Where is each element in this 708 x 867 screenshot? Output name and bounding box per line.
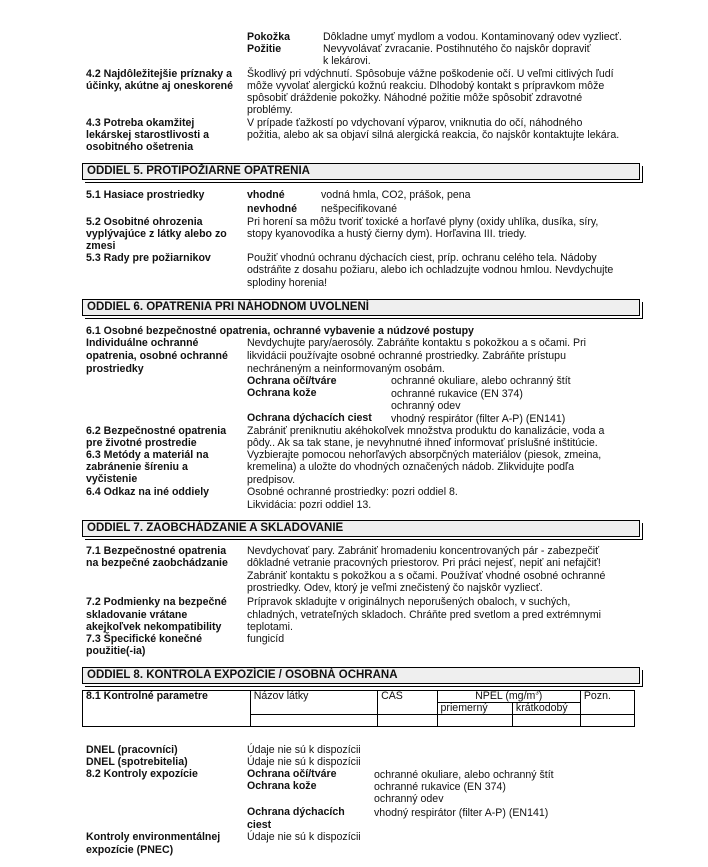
skin-protection-value-1: ochranné rukavice (EN 374) <box>391 388 523 400</box>
section-6-header: ODDIEL 6. OPATRENIA PRI NÁHODNOM UVOLNENÍ <box>82 299 640 316</box>
col-substance-name: Názov látky <box>250 691 377 715</box>
control-parameters-table <box>82 690 635 727</box>
item-7-1-label-1: 7.1 Bezpečnostné opatrenia <box>86 545 227 557</box>
item-5-3-text-2: odstráňte z dosahu požiaru, alebo ich ochladzujte vodnou hmlou. Nevdychujte <box>247 264 614 276</box>
col-npel <box>437 691 580 703</box>
section-7-header: ODDIEL 7. ZAOBCHÁDZANIE A SKLADOVANIE <box>82 520 640 537</box>
dnel-workers-label: DNEL (pracovníci) <box>86 744 178 756</box>
cell-note <box>580 715 634 727</box>
first-aid-ingestion-text-2: k lekárovi. <box>323 55 371 67</box>
exp-eye-label: Ochrana očí/tváre <box>247 768 337 780</box>
item-7-2-text-3: teplotami. <box>247 621 293 633</box>
item-4-3-label-2: lekárskej starostlivosti a <box>86 129 210 141</box>
table-header-row <box>83 691 635 703</box>
env-label-2: expozície (PNEC) <box>86 844 174 856</box>
individual-text-3: nechráneným a neinformovaným osobám. <box>247 363 445 375</box>
item-4-3-label-3: osobitného ošetrenia <box>86 141 194 153</box>
skin-protection-value-2: ochranný odev <box>391 400 461 412</box>
dnel-consumers-label: DNEL (spotrebitelia) <box>86 756 188 768</box>
item-8-2-label: 8.2 Kontroly expozície <box>86 768 198 780</box>
item-6-2-label-2: pre životné prostredie <box>86 437 197 449</box>
first-aid-ingestion-label: Požitie <box>247 43 282 55</box>
col-average: priemerný <box>437 703 512 715</box>
individual-label-1: Individuálne ochranné <box>86 337 199 349</box>
individual-label-2: opatrenia, osobné ochranné <box>86 350 228 362</box>
item-7-2-label-2: skladovanie vrátane <box>86 609 188 621</box>
exp-skin-label: Ochrana kože <box>247 780 317 792</box>
exp-skin-value-1: ochranné rukavice (EN 374) <box>374 781 506 793</box>
item-4-2-text-3: spôsobiť dráždenie pokožky. Náhodné požitie môže spôsobiť zdravotné <box>247 92 583 104</box>
item-6-2-label-1: 6.2 Bezpečnostné opatrenia <box>86 425 227 437</box>
item-6-4-text-2: Likvidácia: pozri oddiel 13. <box>247 499 372 511</box>
item-6-2-text-2: pôdy.. Ak sa tak stane, je nevyhnutné ihneď informovať príslušné inštitúcie. <box>247 437 598 449</box>
exp-resp-label-2: ciest <box>247 819 272 831</box>
eye-protection-value: ochranné okuliare, alebo ochranný štít <box>391 375 571 387</box>
item-7-2-label-1: 7.2 Podmienky na bezpečné <box>86 596 227 608</box>
item-7-1-label-2: na bezpečné zaobchádzanie <box>86 557 228 569</box>
npel-label-end: ) <box>538 690 543 702</box>
item-7-3-label-1: 7.3 Špecifické konečné <box>86 633 203 645</box>
npel-superscript: 3 <box>535 690 539 697</box>
item-4-3-label-1: 4.3 Potreba okamžitej <box>86 117 195 129</box>
exp-eye-value: ochranné okuliare, alebo ochranný štít <box>374 769 554 781</box>
item-6-3-text-1: Vyzbierajte pomocou nehorľavých absorpčných materiálov (piesok, zmeina, <box>247 449 602 461</box>
item-7-2-text-2: chladných, vetrateľných skladoch. Chráňte pred svetlom a pred extrémnymi <box>247 609 602 621</box>
item-4-2-text-4: problémy. <box>247 104 293 116</box>
individual-text-1: Nevdychujte pary/aerosóly. Zabráňte kontaktu s pokožkou a s očami. Pri <box>247 337 586 349</box>
item-4-2-text-1: Škodlivý pri vdýchnutí. Spôsobuje vážne poškodenie očí. U veľmi citlivých ľudí <box>247 68 614 80</box>
unsuitable-label: nevhodné <box>247 203 298 215</box>
suitable-label: vhodné <box>247 189 285 201</box>
item-6-3-label-1: 6.3 Metódy a materiál na <box>86 449 209 461</box>
unsuitable-value: nešpecifikované <box>321 203 397 215</box>
cell-cas <box>378 715 437 727</box>
cell-substance <box>250 715 377 727</box>
npel-label: NPEL (mg/m <box>475 690 536 702</box>
item-5-3-text-1: Použiť vhodnú ochranu dýchacích ciest, príp. ochranu celého tela. Nádoby <box>247 252 597 264</box>
row-label-control-parameters: 8.1 Kontrolné parametre <box>83 691 251 727</box>
item-4-3-text-2: požitia, alebo ak sa objaví silná alergická reakcia, čo najskôr kontaktujte lekára. <box>247 129 620 141</box>
first-aid-skin-label: Pokožka <box>247 31 290 43</box>
section-5-header: ODDIEL 5. PROTIPOŽIARNE OPATRENIA <box>82 163 640 180</box>
item-5-2-label-3: zmesi <box>86 240 116 252</box>
individual-label-3: prostriedky <box>86 363 144 375</box>
respiratory-protection-value: vhodný respirátor (filter A-P) (EN141) <box>391 413 566 425</box>
item-6-3-text-2: kremelina) a uložte do vhodných označených nádob. Zlikvidujte podľa <box>247 461 574 473</box>
exp-resp-value: vhodný respirátor (filter A-P) (EN141) <box>374 807 549 819</box>
col-cas: CAS <box>378 691 437 715</box>
item-7-2-text-1: Prípravok skladujte v originálnych neporušených obaloch, v suchých, <box>247 596 571 608</box>
item-6-4-label: 6.4 Odkaz na iné oddiely <box>86 486 210 498</box>
item-7-3-label-2: použitie(-ia) <box>86 645 146 657</box>
item-6-3-label-3: vyčistenie <box>86 473 138 485</box>
item-5-3-text-3: splodiny horenia! <box>247 277 328 289</box>
cell-short-term <box>512 715 580 727</box>
item-6-3-label-2: zabránenie šíreniu a <box>86 461 188 473</box>
item-4-2-label-1: 4.2 Najdôležitejšie príznaky a <box>86 68 233 80</box>
item-4-2-label-2: účinky, akútne aj oneskorené <box>86 80 233 92</box>
individual-text-2: likvidácii používajte osobné ochranné prostriedky. Zabráňte prístupu <box>247 350 566 362</box>
item-7-3-value: fungicíd <box>247 633 285 645</box>
item-7-1-text-3: Zabrániť kontaktu s pokožkou a s očami. Používať vhodné osobné ochranné <box>247 570 606 582</box>
item-5-2-text-1: Pri horení sa môžu tvoriť toxické a horľavé plyny (oxidy uhlíka, dusíka, síry, <box>247 216 599 228</box>
item-7-2-label-3: akejkoľvek nekompatibility <box>86 621 222 633</box>
item-6-2-text-1: Zabrániť preniknutiu akéhokoľvek množstva produktu do kanalizácie, voda a <box>247 425 605 437</box>
cell-average <box>437 715 512 727</box>
section-8-header: ODDIEL 8. KONTROLA EXPOZÍCIE / OSOBNÁ OCHRANA <box>82 667 640 684</box>
item-7-1-text-1: Nevdychovať pary. Zabrániť hromadeniu koncentrovaných pár - zabezpečiť <box>247 545 600 557</box>
item-5-2-label-2: vyplývajúce z látky alebo zo <box>86 228 227 240</box>
eye-protection-label: Ochrana očí/tváre <box>247 375 337 387</box>
env-value: Údaje nie sú k dispozícii <box>247 831 361 843</box>
item-6-1-title: 6.1 Osobné bezpečnostné opatrenia, ochranné vybavenie a núdzové postupy <box>86 325 474 337</box>
env-label-1: Kontroly environmentálnej <box>86 831 221 843</box>
respiratory-protection-label: Ochrana dýchacích ciest <box>247 412 372 424</box>
item-4-2-text-2: môže vyvolať alergickú kožnú reakciu. Dlhodobý kontakt s prípravkom môže <box>247 80 605 92</box>
exp-skin-value-2: ochranný odev <box>374 793 444 805</box>
item-5-2-text-2: stopy kyanovodíka a hustý čierny dym). Horľavina III. triedy. <box>247 228 527 240</box>
first-aid-skin-text: Dôkladne umyť mydlom a vodou. Kontaminovaný odev vyzliecť. <box>323 31 622 43</box>
item-7-1-text-2: dôkladné vetranie pracovných priestorov. Pri práci nejesť, nepiť ani nefajčiť! <box>247 557 601 569</box>
item-5-1-label: 5.1 Hasiace prostriedky <box>86 189 205 201</box>
item-5-2-label-1: 5.2 Osobitné ohrozenia <box>86 216 203 228</box>
skin-protection-label: Ochrana kože <box>247 387 317 399</box>
item-6-3-text-3: predpisov. <box>247 474 296 486</box>
col-note: Pozn. <box>580 691 634 715</box>
dnel-workers-value: Údaje nie sú k dispozícii <box>247 744 361 756</box>
dnel-consumers-value: Údaje nie sú k dispozícii <box>247 756 361 768</box>
item-5-3-label: 5.3 Rady pre požiarnikov <box>86 252 211 264</box>
suitable-value: vodná hmla, CO2, prášok, pena <box>321 189 471 201</box>
item-7-1-text-4: prostriedky. Odev, ktorý je veľmi znečistený čo najskôr vyzliecť. <box>247 582 543 594</box>
col-short-term: krátkodobý <box>512 703 580 715</box>
first-aid-ingestion-text: Nevyvolávať zvracanie. Postihnutého čo najskôr dopraviť <box>323 43 591 55</box>
item-4-3-text-1: V prípade ťažkostí po vdychovaní výparov, vniknutia do očí, náhodného <box>247 117 583 129</box>
item-6-4-text-1: Osobné ochranné prostriedky: pozri oddiel 8. <box>247 486 458 498</box>
exp-resp-label-1: Ochrana dýchacích <box>247 806 345 818</box>
